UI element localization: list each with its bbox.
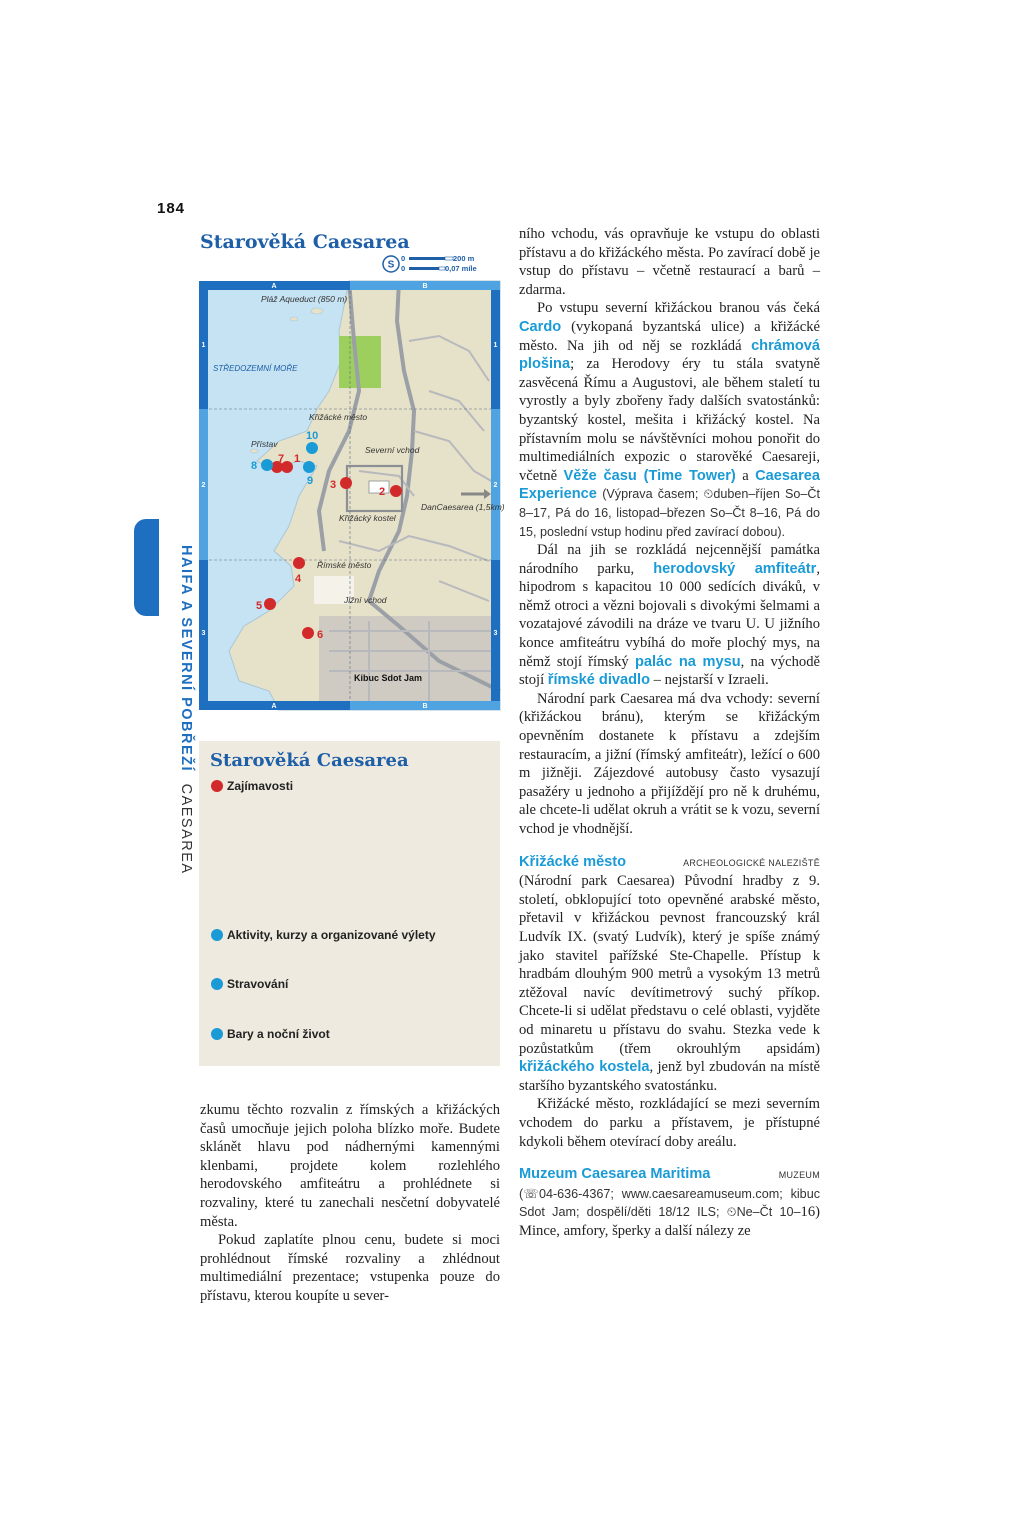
- grid-col-b-bottom: B: [422, 703, 428, 710]
- chapter-tab: [134, 519, 159, 616]
- link-time-tower: Věže času (Time Tower): [563, 467, 736, 484]
- chapter-side-label: [162, 545, 192, 885]
- listing-crusader-city-heading: [519, 853, 820, 873]
- marker-5-label: 5: [256, 600, 263, 612]
- marker-9-icon: [303, 461, 315, 473]
- grid-col-b-top: B: [422, 283, 428, 290]
- label-crusader-city: Křižácké město: [309, 412, 368, 422]
- grid-row-1-right: 1: [493, 342, 498, 349]
- link-temple-plaza: chrámová plošina: [519, 337, 821, 373]
- index-title: Starověká Caesarea: [210, 750, 409, 771]
- activities-icon: [211, 929, 223, 941]
- marker-8-label: 8: [251, 460, 258, 472]
- link-promontory-palace: palác na mysu: [634, 653, 741, 670]
- label-south-gate: Jižní vchod: [344, 595, 387, 605]
- listing-name: Křižácké město: [519, 853, 627, 870]
- map-title: Starověká Caesarea: [200, 231, 410, 253]
- label-aqueduct-beach: Pláž Aqueduct (850 m): [261, 294, 348, 304]
- marker-4-icon: [293, 557, 305, 569]
- left-paragraph-2: Pokud zaplatíte plnou cenu, budete si moci prohlédnout římské rozvaliny a zhlédnout multimediální prezentace; vstupenka pouze do přístavu, kterou koupíte u sever-: [200, 1232, 500, 1304]
- marker-3-icon: [340, 477, 352, 489]
- label-north-gate: Severní vchod: [365, 445, 420, 455]
- grid-col-a-bottom: A: [271, 703, 277, 710]
- label-sea: STŘEDOZEMNÍ MOŘE: [213, 364, 298, 373]
- label-roman-city: Římské město: [317, 560, 372, 570]
- label-harbor: Přístav: [251, 439, 278, 449]
- link-crusader-church: křižáckého kostela: [519, 1059, 650, 1076]
- right-paragraph-5: (Národní park Caesarea) Původní hradby z 9. století, obklopující toto opevněné arabské město, přetavil v křižáckou pevnost francouzský král Ludvík IX. (svatý Ludvík), který je spíše známý jako stavitel pařížské Ste-Chapelle. Přístup k hradbám dlouhým 900 metrů a vysokým 13 metrů ztěžoval navíc devítimetrový suchý příkop. Chcete-li si udělat představu o celé oblasti, vyjděte od minaretu u přístavu do svahu. Stezka vede k pozůstatkům (třem okrouhlým apsidám) křižáckého kostela, jenž byl zbudován na místě staršího byzantského svatostánku.: [519, 873, 820, 1094]
- label-kibbutz: Kibuc Sdot Jam: [354, 673, 423, 683]
- right-paragraph-1: ního vchodu, vás opravňuje ke vstupu do oblasti přístavu a do křižáckého města. Po zavírací době je vstup do přístavu – včetně restaurací a barů – zdarma.: [519, 226, 820, 298]
- side-region: HAIFA A SEVERNÍ POBŘEŽÍ: [178, 545, 194, 773]
- eating-icon: [211, 978, 223, 990]
- activities-heading: Aktivity, kurzy a organizované výlety: [211, 928, 436, 942]
- marker-2-icon: [390, 485, 402, 497]
- marker-6-label: 6: [317, 629, 324, 641]
- link-amphitheatre: herodovský amfiteátr: [653, 560, 817, 577]
- listing-type: ARCHEOLOGICKÉ NALEZIŠTĚ: [683, 857, 820, 868]
- marker-8-icon: [261, 459, 273, 471]
- scale-zero-b: 0: [401, 264, 406, 273]
- listing-type: MUZEUM: [778, 1170, 820, 1181]
- right-paragraph-6: Křižácké město, rozkládající se mezi severním vchodem do parku a přístavem, je přístupné kdykoli během otevírací doby areálu.: [519, 1096, 820, 1150]
- listing-museum-heading: [519, 1165, 820, 1185]
- svg-text:HAIFA A SEVERNÍ POBŘEŽÍ CA: [178, 545, 196, 875]
- right-paragraph-4: Národní park Caesarea má dva vchody: severní (křižáckou bránu), kterým se křižáckým opevněním dostanete k přístavu a zdejším restauracím, a jižní (římský amfiteátr), ležící o 600 m jižněji. Zájezdové autobusy často vysazují pasažéry u jednoho a přijíždějí pro ně k druhému, ale chcete-li udělat okruh a vrátit se k vozu, severní vchod je vhodnější.: [519, 690, 820, 837]
- listing-name: Muzeum Caesarea Maritima: [519, 1166, 711, 1183]
- marker-1-label: 1: [294, 453, 301, 465]
- drinking-heading: Bary a noční život: [211, 1027, 330, 1041]
- park-area: [339, 336, 381, 388]
- grid-row-3-left: 3: [201, 630, 206, 637]
- svg-text:S: S: [387, 259, 395, 271]
- right-column: [519, 225, 820, 1240]
- map-scale: [382, 253, 500, 275]
- scale-zero-a: 0: [401, 254, 406, 263]
- sights-icon: [211, 780, 223, 792]
- left-column: [200, 1101, 500, 1306]
- scale-miles: 0,07 míle: [445, 264, 477, 273]
- link-cardo: Cardo: [519, 318, 562, 335]
- side-city: CAESAREA: [178, 783, 194, 875]
- drinking-icon: [211, 1028, 223, 1040]
- grid-row-2-left: 2: [201, 482, 206, 489]
- label-crusader-church: Křižácký kostel: [339, 513, 396, 523]
- grid-row-1-left: 1: [201, 342, 206, 349]
- right-paragraph-3: Dál na jih se rozkládá nejcennější památka národního parku, herodovský amfiteátr, hipodrom s kapacitou 10 000 sedících diváků, v němž otroci a vězni bojovali s divokými šelmami a vozatajové závodili na dráze ve tvaru U. U jižního konce amfiteátru vybíhá do moře plochý mys, na němž stojí římský palác na mysu, na východě stojí římské divadlo – nejstarší v Izraeli.: [519, 542, 820, 689]
- marker-7-label: 7: [278, 453, 285, 465]
- grid-col-a-top: A: [271, 283, 277, 290]
- marker-5-icon: [264, 598, 276, 610]
- page-number: 184: [157, 200, 186, 217]
- grid-row-3-right: 3: [493, 630, 498, 637]
- map-index: [199, 741, 500, 1066]
- scale-meters: 200 m: [453, 254, 475, 263]
- marker-2-label: 2: [379, 486, 386, 498]
- marker-3-label: 3: [330, 479, 337, 491]
- right-paragraph-7: (☏04-636-4367; www.caesareamuseum.com; kibuc Sdot Jam; dospělí/děti 18/12 ILS; ⏲Ne–Čt 10–16) Mince, amfory, šperky a další nálezy ze: [519, 1186, 820, 1239]
- caesarea-map: [199, 281, 505, 710]
- eating-heading: Stravování: [211, 977, 288, 991]
- link-caesarea-experience: Caesarea Experience: [519, 467, 820, 503]
- right-paragraph-2: Po vstupu severní křižáckou branou vás čeká Cardo (vykopaná byzantská ulice) a křižácké město. Na jih od něj se rozkládá chrámová plošina; za Herodovy éry tu stála svatyně zasvěcená Římu a Augustovi, ale během staletí tu vyrostly a byly zbořeny řady dalších svatostánků: byzantský kostel, mešita i křižácký kostel. Na přístavním molu se návštěvníci mohou ponořit do multimediálních expozic o starověké Caesareji, včetně Věže času (Time Tower) a Caesarea Experience (Výprava časem; ⏲duben–říjen So–Čt 8–17, Pá do 16, listopad–březen So–Čt 8–16, Pá do 15, poslední vstup hodinu před zavírací dobou).: [519, 300, 821, 539]
- marker-4-label: 4: [295, 573, 302, 585]
- marker-10-label: 10: [306, 430, 319, 442]
- marker-9-label: 9: [307, 475, 314, 487]
- marker-10-icon: [306, 442, 318, 454]
- left-paragraph-1: zkumu těchto rozvalin z římských a křižáckých časů umocňuje jejich poloha blízko moře. Budete sklánět hlavu pod nádhernými kamennými klenbami, projdete kolem rozlehlého herodovského amfiteátru a prohlédnete si rozvaliny, které tu zanechali nesčetní dobyvatelé města.: [200, 1102, 500, 1230]
- marker-6-icon: [302, 627, 314, 639]
- label-dan-caesarea: DanCaesarea (1,5km): [421, 502, 505, 512]
- grid-row-2-right: 2: [493, 482, 498, 489]
- link-roman-theatre: římské divadlo: [547, 672, 650, 689]
- sights-heading: Zajímavosti: [211, 779, 293, 793]
